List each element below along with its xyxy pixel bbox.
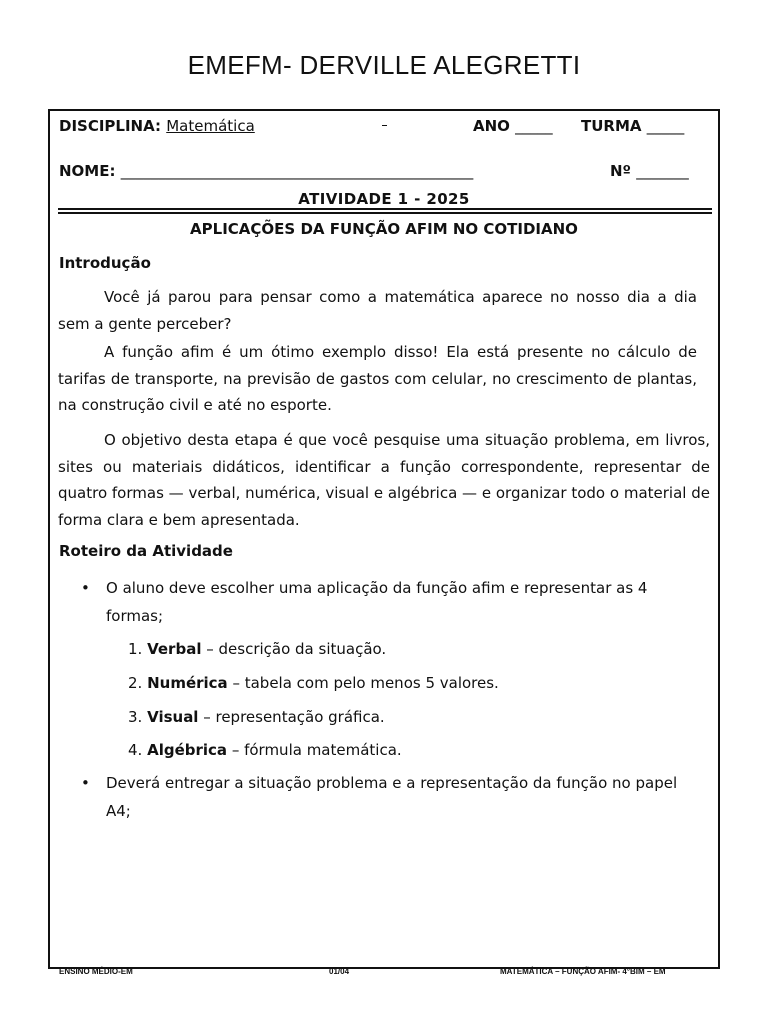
footer-right: MATEMÁTICA – FUNÇÃO AFIM- 4°BIM – EM <box>500 967 666 976</box>
year-label: ANO <box>473 117 510 135</box>
activity-sheet <box>48 109 720 969</box>
intro-heading: Introdução <box>59 254 151 272</box>
school-title: EMEFM- DERVILLE ALEGRETTI <box>187 50 581 80</box>
form-row-discipline <box>59 117 709 139</box>
bullet-icon: • <box>81 774 90 792</box>
intro-paragraph-2: A função afim é um ótimo exemplo disso! Ela está presente no cálculo de tarifas de transporte, na previsão de gastos com celular, no crescimento de plantas, na construção civil e até no esporte. <box>58 343 697 414</box>
intro-paragraph-1: Você já parou para pensar como a matemática aparece no nosso dia a dia sem a gente perceber? <box>58 288 697 333</box>
divider <box>58 208 712 210</box>
blank-mark <box>382 125 387 126</box>
list-item: 4. Algébrica – fórmula matemática. <box>128 741 402 759</box>
year-blank: _____ <box>515 117 553 135</box>
class-field <box>581 117 684 135</box>
number-field <box>610 162 689 180</box>
name-blank: _______________________________________________ <box>120 162 474 180</box>
class-blank: _____ <box>646 117 685 135</box>
discipline-field <box>59 117 255 135</box>
class-label: TURMA <box>581 117 642 135</box>
list-item: 3. Visual – representação gráfica. <box>128 708 385 726</box>
form-row-name <box>59 162 709 184</box>
list-item <box>74 574 678 630</box>
list-item: 1. Verbal – descrição da situação. <box>128 640 387 658</box>
footer-left: ENSINO MÉDIO-EM <box>59 967 133 976</box>
bullet-text: O aluno deve escolher uma aplicação da função afim e representar as 4 formas; <box>106 579 648 625</box>
intro-paragraph-3: O objetivo desta etapa é que você pesquise uma situação problema, em livros, sites ou materiais didáticos, identificar a função correspondente, representar de quatro formas — verbal, numérica, visual e algébrica — e organizar todo o material de forma clara e bem apresentada. <box>58 431 710 529</box>
discipline-label: DISCIPLINA: <box>59 117 161 135</box>
divider <box>58 212 712 214</box>
list-item <box>74 769 678 825</box>
discipline-value: Matemática <box>166 117 255 135</box>
bullet-text: Deverá entregar a situação problema e a representação da função no papel A4; <box>106 774 678 820</box>
activity-title: ATIVIDADE 1 - 2025 <box>298 190 470 208</box>
year-field <box>473 117 553 135</box>
roteiro-heading: Roteiro da Atividade <box>59 542 233 560</box>
footer-page: 01/04 <box>329 967 350 976</box>
bullet-icon: • <box>81 579 90 597</box>
name-field <box>59 162 473 180</box>
list-item: 2. Numérica – tabela com pelo menos 5 valores. <box>128 674 499 692</box>
name-label: NOME: <box>59 162 116 180</box>
number-blank: _______ <box>636 162 689 180</box>
number-label: Nº <box>610 162 632 180</box>
activity-subtitle: APLICAÇÕES DA FUNÇÃO AFIM NO COTIDIANO <box>190 220 578 238</box>
